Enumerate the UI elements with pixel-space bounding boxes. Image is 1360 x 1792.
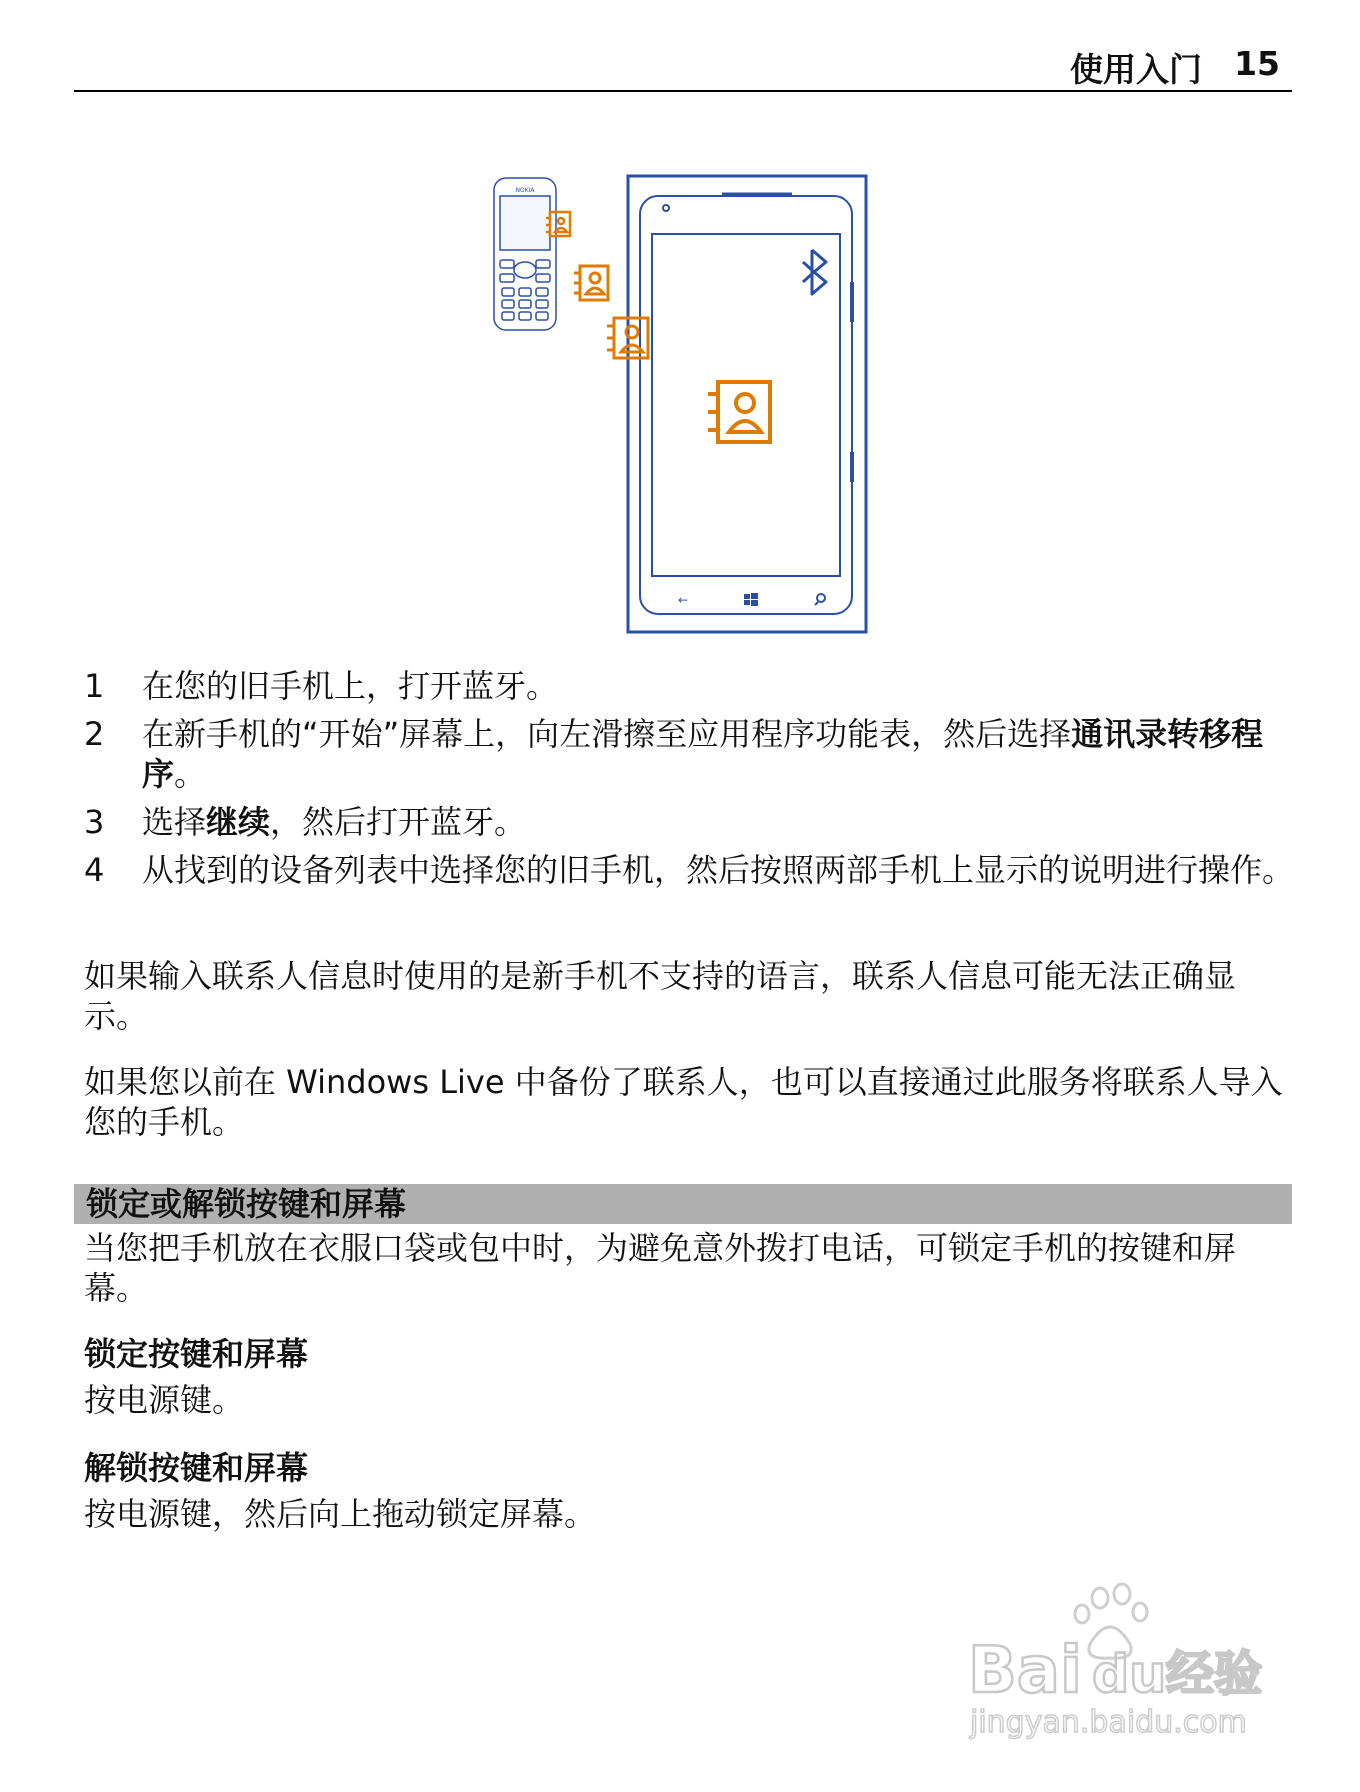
new-phone [628, 176, 866, 632]
old-phone-brand: NOKIA [515, 187, 535, 194]
contacts-icon-medium [574, 266, 608, 300]
step-number: 3 [84, 803, 105, 841]
chapter-title: 使用入门 [1070, 50, 1202, 89]
section-intro: 当您把手机放在衣服口袋或包中时，为避免意外拨打电话，可锁定手机的按键和屏幕。 [84, 1229, 1237, 1307]
step-4 [84, 850, 1294, 890]
watermark-brand: Bai [968, 1634, 1082, 1708]
contacts-icon-small [546, 212, 570, 236]
lock-heading: 锁定按键和屏幕 [84, 1335, 309, 1373]
step-text: 在您的旧手机上，打开蓝牙。 [142, 667, 559, 705]
contact-transfer-illustration [490, 172, 880, 638]
instruction-steps [84, 666, 1294, 898]
watermark-brand-2: du [1092, 1645, 1167, 1705]
windows-live-note: 如果您以前在 Windows Live 中备份了联系人，也可以直接通过此服务将联系人导入您的手机。 [84, 1063, 1283, 1141]
step-text: 从找到的设备列表中选择您的旧手机，然后按照两部手机上显示的说明进行操作。 [142, 851, 1295, 889]
back-icon: ← [678, 593, 689, 607]
app-name: 通讯录转移程序 [142, 715, 1264, 793]
page-number: 15 [1234, 44, 1280, 83]
search-icon [815, 594, 825, 605]
language-note: 如果输入联系人信息时使用的是新手机不支持的语言，联系人信息可能无法正确显示。 [84, 957, 1237, 1035]
windows-icon [744, 593, 758, 606]
unlock-heading: 解锁按键和屏幕 [84, 1449, 309, 1487]
step-text-end: ，然后打开蓝牙。 [270, 803, 527, 841]
option-name: 继续 [206, 803, 271, 841]
watermark-url: jingyan.baidu.com [970, 1705, 1247, 1740]
step-3 [84, 802, 1294, 842]
unlock-text: 按电源键，然后向上拖动锁定屏幕。 [84, 1495, 597, 1533]
baidu-watermark [950, 1580, 1280, 1740]
step-text-end: 。 [174, 755, 207, 793]
step-text: 在新手机的“开始”屏幕上，向左滑擦至应用程序功能表，然后选择 [142, 715, 1072, 753]
step-number: 2 [84, 715, 105, 753]
step-number: 4 [84, 851, 105, 889]
step-number: 1 [84, 667, 105, 705]
step-1 [84, 666, 1294, 706]
section-title: 锁定或解锁按键和屏幕 [86, 1185, 407, 1223]
section-heading-bar [74, 1184, 1292, 1224]
page-header [74, 44, 1292, 92]
step-2 [84, 714, 1294, 794]
lock-text: 按电源键。 [84, 1381, 245, 1419]
bluetooth-icon [803, 250, 826, 294]
step-text: 选择 [142, 803, 207, 841]
old-phone [494, 178, 556, 330]
watermark-suffix: 经验 [1166, 1646, 1263, 1702]
contacts-icon-center [708, 382, 770, 442]
